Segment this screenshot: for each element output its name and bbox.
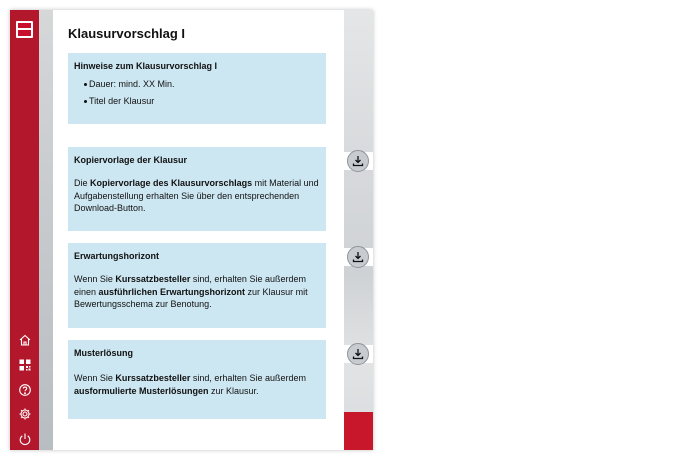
background-image-left (39, 10, 53, 450)
download-button-musterloesung[interactable] (347, 343, 369, 365)
content-panel (53, 10, 344, 450)
download-icon (351, 154, 365, 168)
section-text: Die Kopiervorlage des Klausurvorschlags mit Material und Aufgabenstellung erhalten Sie über den entsprechenden Download-Button. (74, 178, 319, 213)
help-icon[interactable] (17, 382, 32, 397)
hints-heading: Hinweise zum Klausurvorschlag I (74, 61, 218, 71)
download-button-kopiervorlage[interactable] (347, 150, 369, 172)
download-icon (351, 250, 365, 264)
home-icon[interactable] (17, 332, 32, 347)
section-kopiervorlage (68, 147, 326, 231)
section-erwartungshorizont (68, 243, 326, 328)
section-heading: Musterlösung (74, 348, 134, 358)
publisher-logo[interactable] (16, 21, 33, 38)
page-title: Klausurvorschlag I (68, 26, 186, 41)
qr-code-icon[interactable] (17, 357, 32, 372)
power-icon[interactable] (17, 431, 32, 446)
list-item: Titel der Klausur (74, 94, 175, 111)
gear-icon[interactable] (17, 406, 32, 421)
list-item: Dauer: mind. XX Min. (74, 77, 175, 94)
section-musterloesung (68, 340, 326, 419)
section-text: Wenn Sie Kurssatzbesteller sind, erhalten Sie außerdem ausformulierte Musterlösungen zur Klausur. (74, 373, 306, 396)
download-button-erwartungshorizont[interactable] (347, 246, 369, 268)
hints-box (68, 53, 326, 124)
section-heading: Kopiervorlage der Klausur (74, 155, 188, 165)
section-heading: Erwartungshorizont (74, 251, 159, 261)
app-window (10, 10, 373, 450)
section-text: Wenn Sie Kurssatzbesteller sind, erhalten Sie außerdem einen ausführlichen Erwartungshorizont zur Klausur mit Bewertungsschema zur Benotung. (74, 274, 308, 309)
download-icon (351, 347, 365, 361)
background-image-right (344, 10, 373, 450)
hints-list (74, 77, 175, 111)
sidebar (10, 10, 39, 450)
